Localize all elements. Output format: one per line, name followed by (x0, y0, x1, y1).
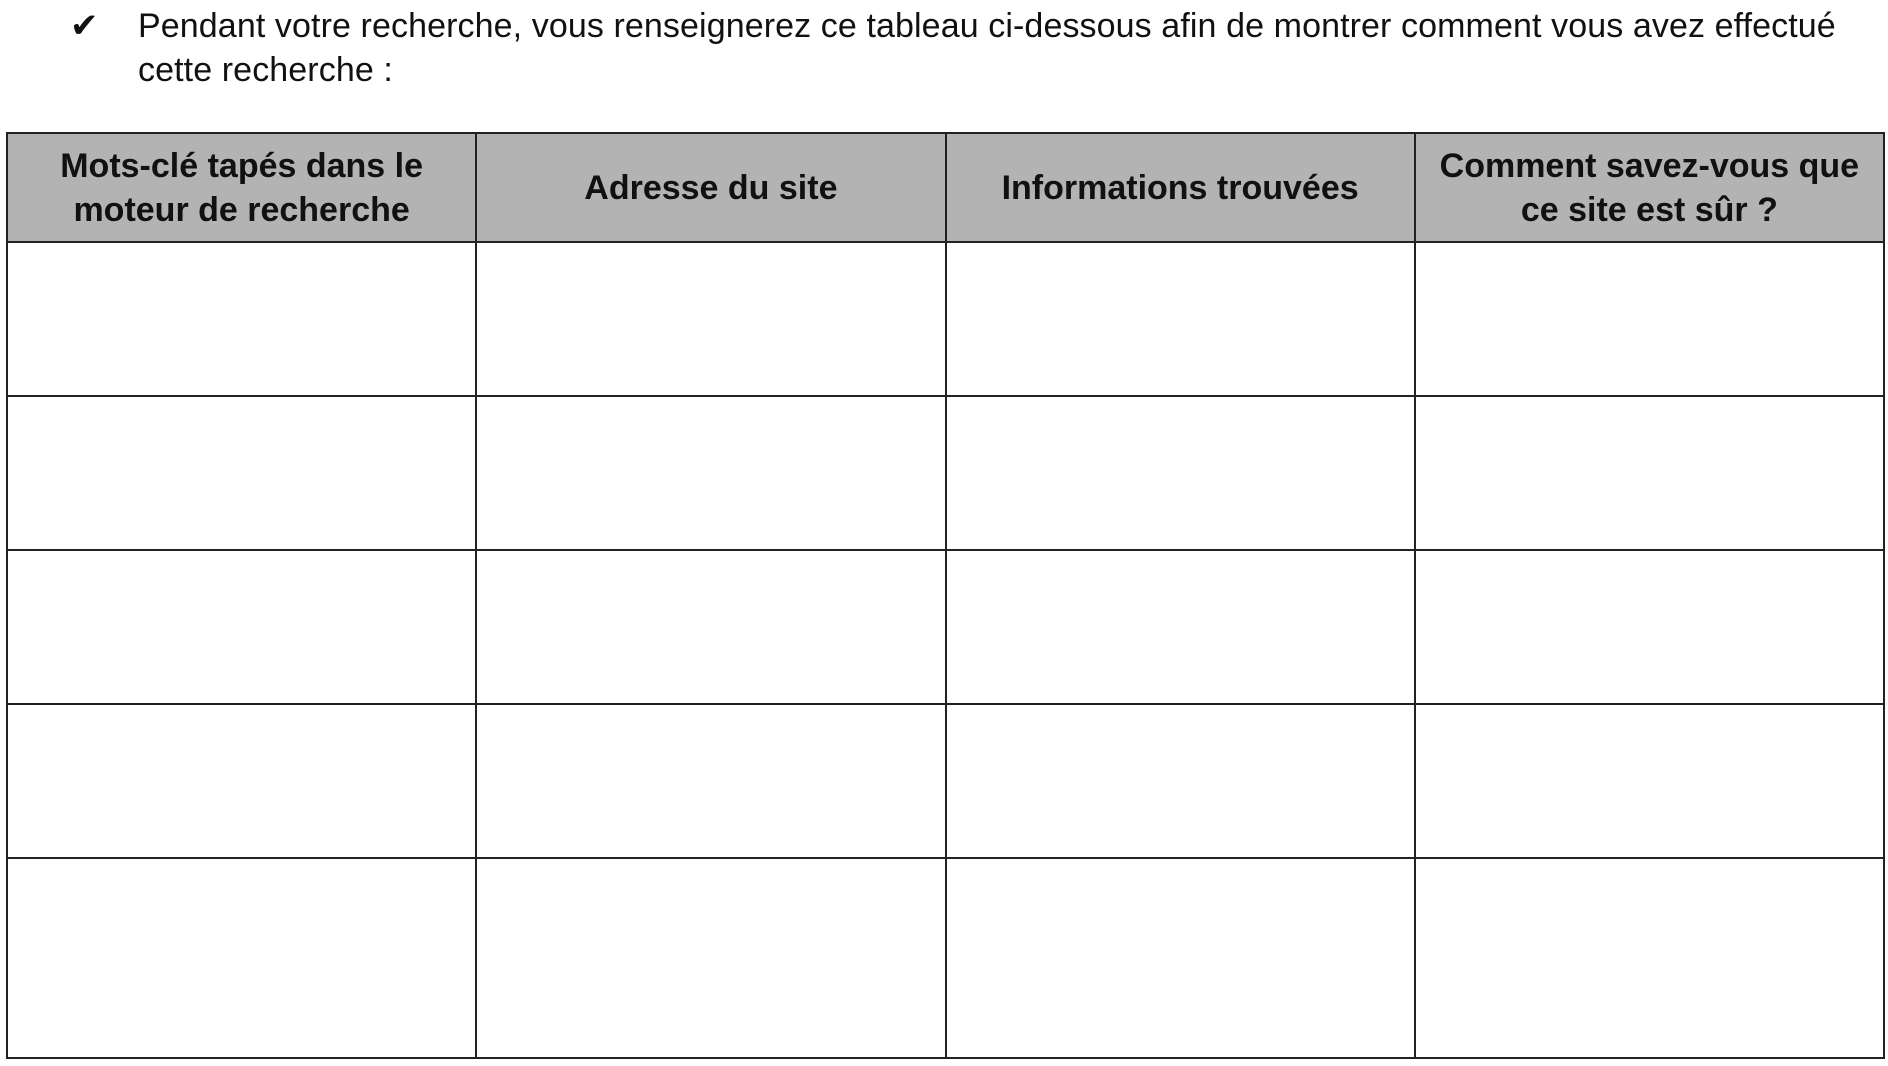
table-cell[interactable] (7, 704, 476, 858)
table-cell[interactable] (946, 858, 1415, 1058)
table-row (7, 242, 1884, 396)
table-cell[interactable] (476, 704, 945, 858)
instruction (70, 4, 1860, 92)
table-cell[interactable] (476, 550, 945, 704)
table-cell[interactable] (476, 858, 945, 1058)
table-cell[interactable] (476, 396, 945, 550)
search-log-table (6, 132, 1885, 1059)
instruction-text: Pendant votre recherche, vous renseignerez ce tableau ci-dessous afin de montrer comment vous avez effectué cette recherche : (138, 7, 1836, 89)
table-cell[interactable] (946, 550, 1415, 704)
table-row (7, 396, 1884, 550)
table-cell[interactable] (1415, 704, 1884, 858)
table-row (7, 858, 1884, 1058)
table-cell[interactable] (7, 550, 476, 704)
table-cell[interactable] (7, 858, 476, 1058)
table-cell[interactable] (1415, 858, 1884, 1058)
table-cell[interactable] (7, 242, 476, 396)
checkmark-icon: ✔ (70, 6, 99, 46)
table-cell[interactable] (946, 396, 1415, 550)
header-site-address: Adresse du site (476, 133, 945, 242)
table-cell[interactable] (1415, 550, 1884, 704)
header-site-safety: Comment savez-vous que ce site est sûr ? (1415, 133, 1884, 242)
header-keywords: Mots-clé tapés dans le moteur de recherche (7, 133, 476, 242)
table-row (7, 550, 1884, 704)
table-row (7, 704, 1884, 858)
table-cell[interactable] (1415, 396, 1884, 550)
header-row (7, 133, 1884, 242)
table-cell[interactable] (946, 242, 1415, 396)
table-cell[interactable] (1415, 242, 1884, 396)
table-cell[interactable] (476, 242, 945, 396)
table-cell[interactable] (7, 396, 476, 550)
table-cell[interactable] (946, 704, 1415, 858)
header-information-found: Informations trouvées (946, 133, 1415, 242)
